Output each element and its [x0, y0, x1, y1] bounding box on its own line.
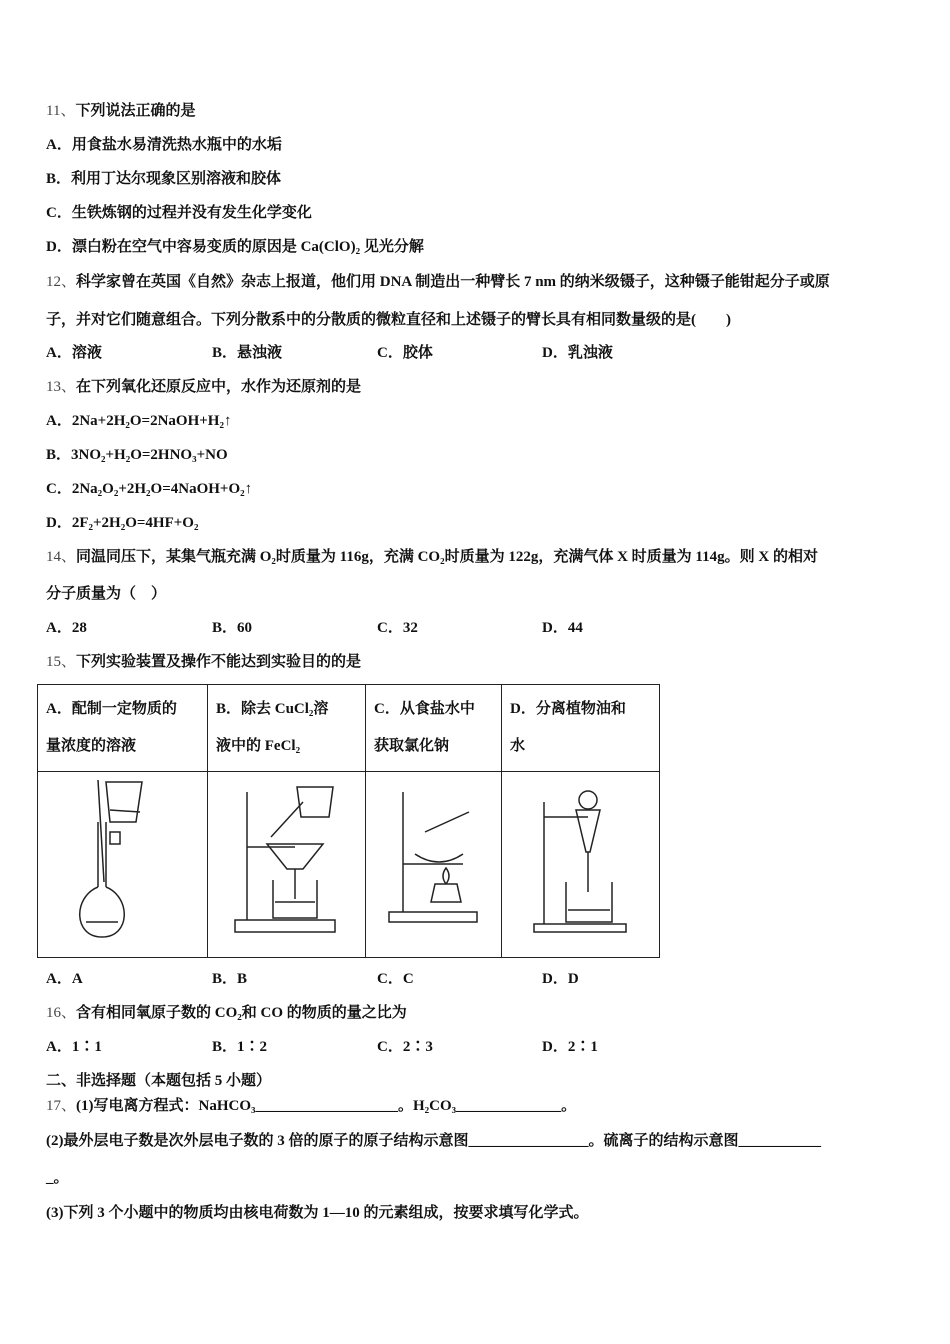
q11-stem	[46, 101, 195, 121]
evaporation-illustration	[366, 772, 502, 958]
q13-option-d: D．2F₂+2H₂O=4HF+O₂	[46, 515, 199, 531]
q-number: 15、	[46, 654, 77, 670]
q14-stem	[46, 547, 818, 567]
caption-line: A．配制一定物质的	[46, 701, 177, 717]
caption-line: 水	[510, 738, 526, 754]
caption-line: C．从食盐水中	[374, 701, 475, 717]
q15-option-a: A．A	[46, 971, 83, 987]
q15-option-b: B．B	[212, 971, 248, 987]
q11-option-a: A．用食盐水易清洗热水瓶中的水垢	[46, 137, 282, 153]
q15-option-d: D．D	[542, 971, 579, 987]
q17-part2: (2)最外层电子数是次外层电子数的 3 倍的原子的原子结构示意图________________。硫离子的结构示意图___________	[46, 1133, 821, 1149]
q11-option-c: C．生铁炼钢的过程并没有发生化学变化	[46, 205, 312, 221]
q11-option-d: D．漂白粉在空气中容易变质的原因是 Ca(ClO)₂ 见光分解	[46, 239, 424, 255]
cell-c-caption	[366, 685, 502, 772]
stem-text: (1)写电离方程式：NaHCO₃___________________。H₂CO₃______________。	[76, 1098, 577, 1114]
stem-text: 下列说法正确的是	[75, 103, 196, 119]
q13-stem	[46, 377, 361, 397]
q-number: 13、	[46, 379, 77, 395]
q14-option-a: A．28	[46, 620, 87, 636]
q15-option-c: C．C	[377, 971, 414, 987]
q16-option-c: C．2∶3	[377, 1039, 433, 1055]
q-number: 11、	[46, 103, 76, 119]
q14-option-c: C．32	[377, 620, 418, 636]
q14-stem-cont: 分子质量为（ ）	[46, 586, 167, 602]
q13-option-a: A．2Na+2H₂O=2NaOH+H₂↑	[46, 413, 232, 429]
cell-a-caption	[38, 685, 208, 772]
q-number: 17、	[46, 1098, 77, 1114]
q16-option-d: D．2∶1	[542, 1039, 598, 1055]
q16-option-b: B．1∶2	[212, 1039, 268, 1055]
section-heading: 二、非选择题（本题包括 5 小题）	[46, 1073, 272, 1089]
q13-option-b: B．3NO₂+H₂O=2HNO₃+NO	[46, 447, 228, 463]
q13-option-c: C．2Na₂O₂+2H₂O=4NaOH+O₂↑	[46, 481, 253, 497]
caption-line: D．分离植物油和	[510, 701, 626, 717]
q12-stem-cont: 子，并对它们随意组合。下列分散系中的分散质的微粒直径和上述镊子的臂长具有相同数量级的是( )	[46, 312, 731, 328]
q17-part3: (3)下列 3 个小题中的物质均由核电荷数为 1—10 的元素组成，按要求填写化学式。	[46, 1205, 589, 1221]
q-number: 14、	[46, 549, 77, 565]
stem-text: 同温同压下，某集气瓶充满 O₂时质量为 116g，充满 CO₂时质量为 122g，充满气体 X 时质量为 114g。则 X 的相对	[76, 549, 818, 565]
q12-option-b: B．悬浊液	[212, 345, 283, 361]
stem-text: 在下列氧化还原反应中，水作为还原剂的是	[76, 379, 362, 395]
cell-d-caption	[502, 685, 660, 772]
q-number: 12、	[46, 274, 77, 290]
q16-stem	[46, 1003, 407, 1023]
caption-line: B．除去 CuCl₂溶	[216, 701, 329, 717]
q12-stem	[46, 272, 830, 292]
q15-stem	[46, 652, 361, 672]
q11-option-b: B．利用丁达尔现象区别溶液和胶体	[46, 171, 282, 187]
q12-option-d: D．乳浊液	[542, 345, 613, 361]
volumetric-flask-illustration	[38, 772, 208, 958]
q14-option-d: D．44	[542, 620, 583, 636]
q12-option-a: A．溶液	[46, 345, 102, 361]
stem-text: 含有相同氧原子数的 CO₂和 CO 的物质的量之比为	[76, 1005, 407, 1021]
stem-text: 下列实验装置及操作不能达到实验目的的是	[76, 654, 362, 670]
stem-text: 科学家曾在英国《自然》杂志上报道，他们用 DNA 制造出一种臂长 7 nm 的纳米级镊子，这种镊子能钳起分子或原	[76, 274, 830, 290]
q17-part1	[46, 1096, 576, 1116]
q12-option-c: C．胶体	[377, 345, 433, 361]
caption-line: 量浓度的溶液	[46, 738, 137, 754]
q15-apparatus-table	[37, 684, 660, 958]
q-number: 16、	[46, 1005, 77, 1021]
filtration-illustration	[208, 772, 366, 958]
q16-option-a: A．1∶1	[46, 1039, 102, 1055]
q17-part2-cont: _。	[46, 1170, 69, 1186]
q14-option-b: B．60	[212, 620, 253, 636]
cell-b-caption	[208, 685, 366, 772]
caption-line: 获取氯化钠	[374, 738, 450, 754]
caption-line: 液中的 FeCl₂	[216, 738, 301, 754]
separatory-funnel-illustration	[502, 772, 660, 958]
